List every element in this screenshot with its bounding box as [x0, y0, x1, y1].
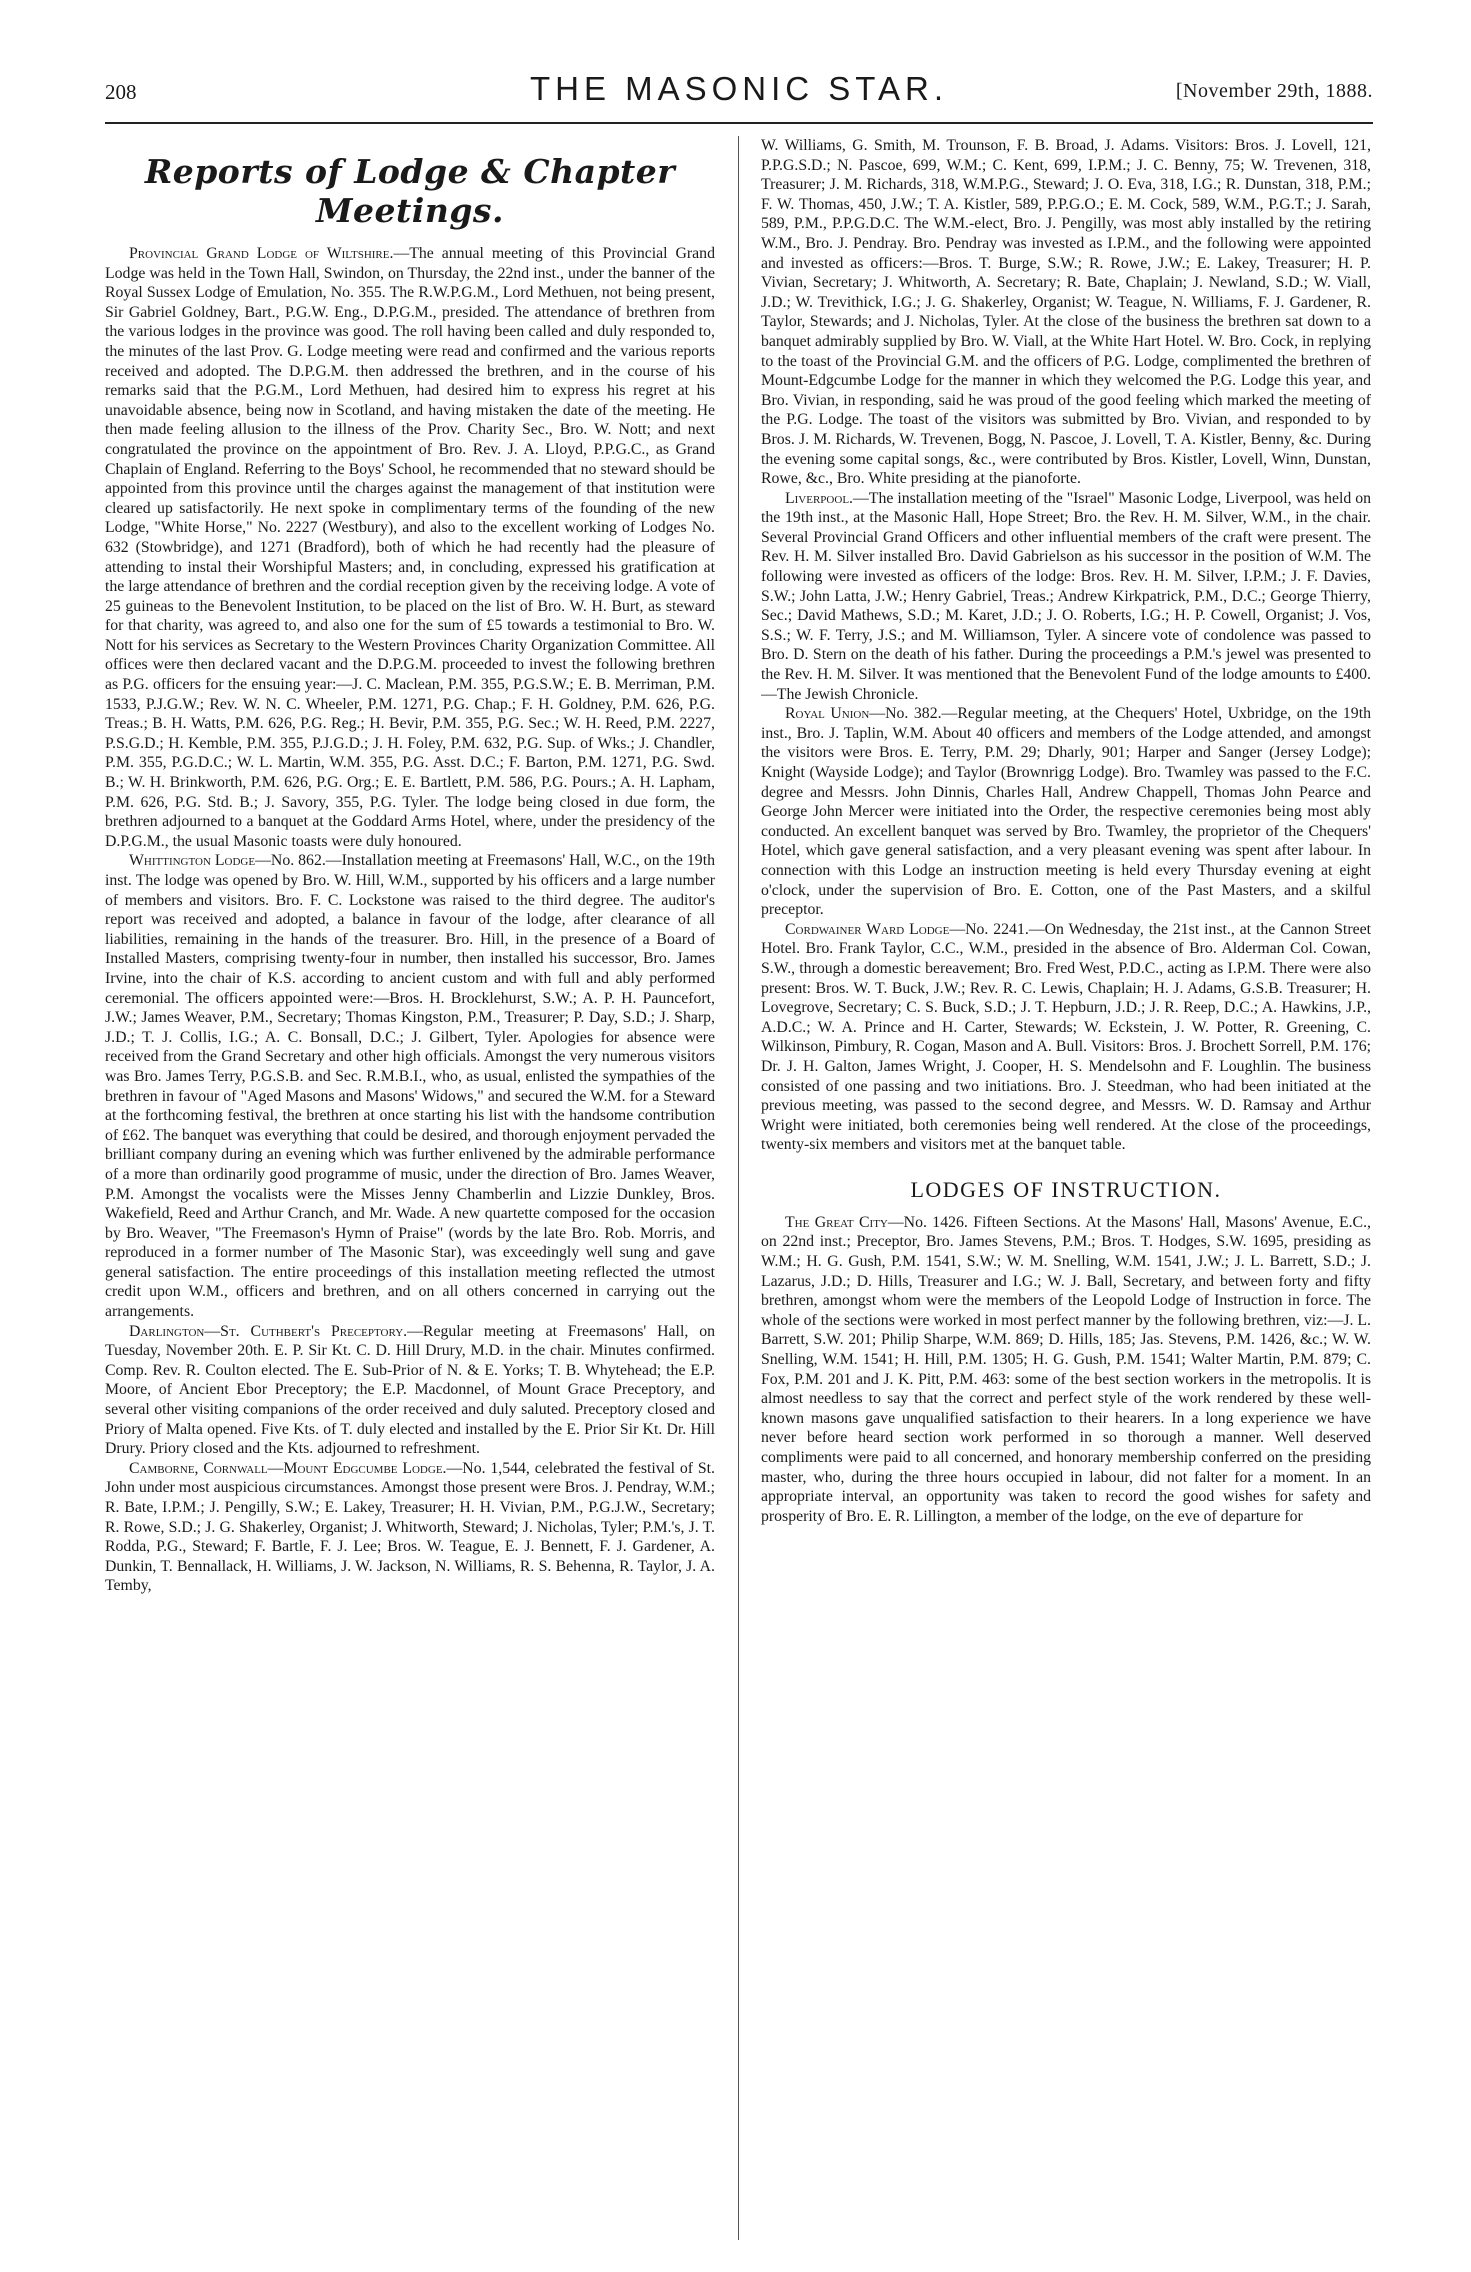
- article-lead: Darlington—St. Cuthbert's Preceptory.: [129, 1322, 408, 1340]
- right-articles: [761, 136, 1371, 1155]
- article-paragraph: [105, 1322, 715, 1459]
- article-body: —No. 2241.—On Wednesday, the 21st inst., at the Cannon Street Hotel. Bro. Frank Taylor, C.C., W.M., presided in the absence of Bro. Alderman Col. Cowan, S.W., through a domestic bereavement; Bro. Fred West, P.D.C., acting as I.P.M. There were also present: Bros. W. T. Buck, J.W.; Rev. R. C. Lewis, Chaplain; H. J. Adams, G.S.B. Treasurer; H. Lovegrove, Secretary; C. S. Buck, S.D.; J. T. Hepburn, J.D.; J. R. Reep, D.C.; A. Hawkins, J.P., A.D.C.; W. A. Prince and H. Carter, Stewards; W. Eckstein, J. W. Potter, R. Greening, C. Wilkinson, Pimbury, R. Cogan, Mason and A. Bull. Visitors: Bros. J. Brochett Sorrell, P.M. 176; Dr. J. H. Galton, James Wright, J. Cooper, H. S. Mendelsohn and F. Loughlin. The business consisted of one passing and two initiations. Bro. J. Steedman, who had been initiated at the previous meeting, was passed to the second degree, and Messrs. W. D. Ramsay and Arthur Wright were initiated, both ceremonies being well rendered. At the close of the proceedings, twenty-six members and visitors met at the banquet table.: [761, 920, 1371, 1154]
- section-heading: Reports of Lodge & Chapter Meetings.: [144, 152, 676, 230]
- column-divider: [738, 136, 739, 2240]
- article-paragraph: [761, 489, 1371, 705]
- page-number: 208: [105, 80, 137, 104]
- article-body: W. Williams, G. Smith, M. Trounson, F. B. Broad, J. Adams. Visitors: Bros. J. Lovell, 121, P.P.G.S.D.; N. Pascoe, 699, W.M.; C. Kent, 699, I.P.M.; J. C. Benny, 75; W. Trevenen, 318, Treasurer; J. M. Richards, 318, W.M.P.G., Steward; J. O. Eva, 318, I.G.; R. Dunstan, 318, P.M.; F. W. Thomas, 450, J.W.; T. A. Kistler, 589, P.P.G.O.; E. M. Cock, 589, W.M., P.G.T.; J. Sarah, 589, P.M., P.P.G.D.C. The W.M.-elect, Bro. J. Pengilly, was most ably installed by the retiring W.M., Bro. J. Pendray. Bro. Pendray was invested as I.P.M., and the following were appointed and invested as officers:—Bros. T. Burge, S.W.; R. Rowe, J.W.; E. Lakey, Treasurer; H. P. Vivian, Secretary; J. Whitworth, A. Secretary; R. Bate, Chaplain; J. Newland, S.D.; W. Viall, J.D.; W. Trevithick, I.G.; J. G. Shakerley, Organist; W. Teague, N. Williams, F. J. Gardener, R. Taylor, Stewards; and J. Nicholas, Tyler. At the close of the business the brethren sat down to a banquet admirably supplied by Bro. W. Viall, at the White Hart Hotel. W. Bro. Cock, in replying to the toast of the Provincial G.M. and the officers of P.G. Lodge, complimented the brethren of Mount-Edgcumbe Lodge for the manner in which they welcomed the P.G. Lodge this year, and Bro. Vivian, in responding, said he was proud of the good feeling which marked the meeting of the P.G. Lodge. The toast of the visitors was submitted by Bro. Vivian, and responded to by Bros. J. M. Richards, W. Trevenen, Bogg, N. Pascoe, J. Lovell, T. A. Kistler, Benny, &c. During the evening some capital songs, &c., were contributed by Bros. Kistler, Lovell, Winn, Dunstan, Rowe, &c., Bro. White presiding at the pianoforte.: [761, 137, 1371, 488]
- article-body: —The installation meeting of the "Israel" Masonic Lodge, Liverpool, was held on the 19th inst., at the Masonic Hall, Hope Street; Bro. the Rev. H. M. Silver, W.M., in the chair. Several Provincial Grand Officers and other influential members of the craft were present. The Rev. H. M. Silver installed Bro. David Gabrielson as his successor in the position of W.M. The following were invested as officers of the lodge: Bros. Rev. H. M. Silver, I.P.M.; J. F. Davies, S.W.; John Latta, J.W.; Henry Gabriel, Treas.; Andrew Kirkpatrick, P.M., D.C.; George Thierry, Sec.; David Mathews, S.D.; M. Karet, J.D.; J. O. Roberts, I.G.; H. P. Cowell, Organist; J. Vos, S.S.; W. F. Terry, J.S.; and M. Williamson, Tyler. A sincere vote of condolence was passed to Bro. D. Stern on the death of his father. During the proceedings a P.M.'s jewel was presented to the Rev. H. M. Silver. It was mentioned that the Benevolent Fund of the lodge amounts to £400.—The Jewish Chronicle.: [761, 489, 1371, 703]
- article-paragraph: [761, 136, 1371, 489]
- article-body: —No. 1426. Fifteen Sections. At the Masons' Hall, Masons' Avenue, E.C., on 22nd inst.; Preceptor, Bro. James Stevens, P.M.; Bros. T. Hodges, S.W. 1695, presiding as W.M.; H. G. Gush, P.M. 1541, S.W.; W. M. Snelling, W.M. 1541, J.W.; J. L. Barrett, S.D.; J. Lazarus, J.D.; D. Hills, Treasurer and I.G.; W. J. Ball, Secretary, and between forty and fifty brethren, amongst whom were the members of the Leopold Lodge of Instruction in force. The whole of the sections were worked in most perfect manner by the following brethren, viz:—J. L. Barrett, S.W. 201; Philip Sharpe, W.M. 869; D. Hills, 185; Jas. Stevens, P.M. 1426, &c.; W. W. Snelling, W.M. 1541; H. Hill, P.M. 1305; H. G. Gush, P.M. 1541; Walter Martin, P.M. 879; C. Fox, P.M. 201 and J. K. Pitt, P.M. 463: some of the best section workers in the metropolis. It is almost needless to say that the correct and perfect style of the work rendered by these well-known masons gave unqualified satisfaction to their hearers. In a long experience we have never before heard section work performed in so thorough a manner. Well deserved compliments were paid to all concerned, and honorary membership conferred on the presiding master, who, during the three hours occupied in labour, did not falter for a moment. In an appropriate interval, an opportunity was taken to record the good wishes for safety and prosperity of Bro. E. R. Lillington, a member of the lodge, on the eve of departure for: [761, 1213, 1371, 1525]
- article-lead: The Great City: [785, 1213, 888, 1231]
- left-column: [105, 136, 715, 2240]
- newspaper-page: [105, 70, 1373, 2240]
- article-body: —The annual meeting of this Provincial Grand Lodge was held in the Town Hall, Swindon, on Thursday, the 22nd inst., under the banner of the Royal Sussex Lodge of Emulation, No. 355. The R.W.P.G.M., Lord Methuen, not being present, Sir Gabriel Goldney, Bart., P.G.W. Eng., D.P.G.M., presided. The attendance of brethren from the various lodges in the province was good. The roll having been called and duly responded to, the minutes of the last Prov. G. Lodge meeting were read and confirmed and the various reports received and adopted. The D.P.G.M. then addressed the brethren, and in the course of his remarks said that the P.G.M., Lord Methuen, had desired him to express his regret at his unavoidable absence, being now in Scotland, and having mistaken the date of the meeting. He then made feeling allusion to the illness of the Prov. Charity Sec., Bro. W. Nott; and next congratulated the province on the appointment of Bro. Rev. J. A. Lloyd, P.P.G.C., as Grand Chaplain of England. Referring to the Boys' School, he recommended that no steward should be appointed from this province until the charges against the management of that institution were cleared up satisfactorily. He next spoke in complimentary terms of the founding of the new Lodge, "White Horse," No. 2227 (Westbury), and also to the excellent working of Lodges No. 632 (Stowbridge), and 1271 (Bradford), both of which he had recently had the pleasure of attending to instal their Worshipful Masters; and, in concluding, expressed his gratification at the large attendance of brethren and the cordial reception given by the receiving lodge. A vote of 25 guineas to the Benevolent Institution, to be placed on the list of Bro. W. H. Burt, as steward for that charity, was agreed to, and also one for the sum of £5 towards a testimonial to Bro. W. Nott for his services as Secretary to the Western Provinces Charity Organization Committee. All offices were then declared vacant and the D.P.G.M. proceeded to invest the following brethren as P.G. officers for the ensuing year:—J. C. Maclean, P.M. 355, P.G.S.W.; E. B. Merriman, P.M. 1533, P.J.G.W.; Rev. W. N. C. Wheeler, P.M. 1271, P.G. Chap.; F. H. Goldney, P.M. 626, P.G. Treas.; B. H. Watts, P.M. 626, P.G. Reg.; H. Bevir, P.M. 355, P.G. Sec.; W. H. Reed, P.M. 2227, P.S.G.D.; H. Kemble, P.M. 355, P.J.G.D.; J. H. Foley, P.M. 632, P.G. Sup. of Wks.; J. Chandler, P.M. 355, P.G.D.C.; W. L. Martin, W.M. 355, P.G. Asst. D.C.; F. Barton, P.M. 1271, P.G. Swd. B.; W. H. Brinkworth, P.M. 626, P.G. Org.; E. E. Bartlett, P.M. 586, P.G. Pours.; A. H. Lapham, P.M. 626, P.G. Std. B.; J. Savory, 355, P.G. Tyler. The lodge being closed in due form, the brethren adjourned to a banquet at the Goddard Arms Hotel, where, under the presidency of the D.P.G.M., the usual Masonic toasts were duly honoured.: [105, 245, 715, 850]
- page-header: [105, 70, 1373, 118]
- instruction-heading: LODGES OF INSTRUCTION.: [910, 1176, 1222, 1202]
- article-body: —No. 1,544, celebrated the festival of St. John under most auspicious circumstances. Amongst those present were Bros. J. Pendray, W.M.; R. Bate, I.P.M.; J. Pengilly, S.W.; E. Lakey, Treasurer; H. H. Vivian, P.M., P.G.J.W., Secretary; R. Rowe, S.D.; J. G. Shakerley, Organist; J. Whitworth, Steward; J. Nicholas, Tyler; P.M.'s, J. T. Rodda, P.G., Steward; F. Bartle, F. J. Lee; Bros. W. Teague, E. J. Bennett, F. J. Gardener, A. Dunkin, T. Bennallack, H. Williams, J. W. Jackson, N. Williams, R. S. Behenna, R. Taylor, J. A. Temby,: [105, 1459, 715, 1595]
- article-lead: Royal Union: [785, 705, 870, 723]
- article-lead: Camborne, Cornwall—Mount Edgcumbe Lodge.: [129, 1459, 447, 1477]
- article-lead: Liverpool.: [785, 489, 853, 507]
- columns: [105, 136, 1373, 2240]
- article-lead: Provincial Grand Lodge of Wiltshire.: [129, 245, 394, 262]
- right-column: [761, 136, 1371, 2240]
- article-body: —No. 862.—Installation meeting at Freemasons' Hall, W.C., on the 19th inst. The lodge was opened by Bro. W. Hill, W.M., supported by his officers and a large number of members and visitors. Bro. F. C. Lockstone was raised to the third degree. The auditor's report was received and adopted, a balance in favour of the lodge, after clearance of all liabilities, remaining in the hands of the treasurer. Bro. Hill, in the presence of a Board of Installed Masters, comprising twenty-four in number, then installed his successor, Bro. James Irvine, into the chair of K.S. according to ancient custom and with full and ably performed ceremonial. The officers appointed were:—Bros. H. Brocklehurst, S.W.; A. P. H. Pauncefort, J.W.; James Weaver, P.M., Secretary; Thomas Kingston, P.M., Treasurer; P. Day, S.D.; J. Sharp, J.D.; T. J. Collis, I.G.; A. C. Bonsall, D.C.; J. Gilbert, Tyler. Apologies for absence were received from the Grand Secretary and other high officials. Amongst the very numerous visitors was Bro. James Terry, P.G.S.B. and Sec. R.M.B.I., who, as usual, enlisted the sympathies of the brethren in favour of "Aged Masons and Masons' Widows," and secured the W.M. for a Steward at the forthcoming festival, the brethren at once starting his list with the handsome contribution of £62. The banquet was everything that could be desired, and thorough enjoyment pervaded the brilliant company during an evening which was further enlivened by the admirable performance of a more than ordinarily good programme of music, under the direction of Bro. James Weaver, P.M. Amongst the vocalists were the Misses Jenny Chamberlin and Lizzie Dunkley, Bros. Wakefield, Reed and Arthur Cranch, and Mr. Wade. A new quartette composed for the occasion by Bro. Weaver, "The Freemason's Hymn of Praise" (words by the late Bro. Rob. Morris, and reproduced in a former number of The Masonic Star), was exceedingly well sung and gave general satisfaction. The entire proceedings of this installation meeting reflected the utmost credit upon W.M., officers and brethren, and on all others concerned in carrying out the arrangements.: [105, 852, 715, 1321]
- article-paragraph: [761, 704, 1371, 920]
- article-lead: Whittington Lodge: [129, 852, 256, 870]
- article-lead: Cordwainer Ward Lodge: [785, 920, 950, 938]
- masthead-title: THE MASONIC STAR.: [529, 70, 949, 107]
- article-paragraph: [761, 1213, 1371, 1527]
- issue-date: [November 29th, 1888.: [1175, 80, 1373, 102]
- instruction-articles: [761, 1213, 1371, 1527]
- article-body: —No. 382.—Regular meeting, at the Chequers' Hotel, Uxbridge, on the 19th inst., Bro. J. Taplin, W.M. About 40 officers and members of the Lodge attended, and amongst the visitors were Bros. E. Terry, P.M. 29; Dharly, 901; Harper and Sanger (Jersey Lodge); Knight (Wayside Lodge); and Taylor (Brownrigg Lodge). Bro. Twamley was passed to the F.C. degree and Messrs. John Dinnis, Charles Hall, Andrew Chappell, Thomas John Pearce and George John Mercer were initiated into the Order, the respective ceremonies being most ably conducted. An excellent banquet was served by Bro. Twamley, the proprietor of the Chequers' Hotel, which gave general satisfaction, and a very pleasant evening was spent after labour. In connection with this Lodge an instruction meeting is held every Thursday evening at eight o'clock, under the supervision of Bro. E. Cotton, one of the Past Masters, and a skilful preceptor.: [761, 705, 1371, 919]
- article-body: —Regular meeting at Freemasons' Hall, on Tuesday, November 20th. E. P. Sir Kt. C. D. Hill Drury, M.D. in the chair. Minutes confirmed. Comp. Rev. R. Coulton elected. The E. Sub-Prior of N. & E. Yorks; T. B. Whytehead; the E.P. Moore, of Ancient Ebor Preceptory; the E.P. Macdonnel, of Mount Grace Preceptory, and several other visiting companions of the order received and duly saluted. Preceptory closed and Priory of Malta opened. Five Kts. of T. duly elected and installed by the E. Prior Sir Kt. Dr. Hill Drury. Priory closed and the Kts. adjourned to refreshment.: [105, 1322, 715, 1458]
- article-paragraph: [761, 920, 1371, 1155]
- article-paragraph: [105, 244, 715, 851]
- header-rule: [105, 122, 1373, 124]
- article-paragraph: [105, 1459, 715, 1596]
- left-articles: [105, 244, 715, 1596]
- article-paragraph: [105, 851, 715, 1321]
